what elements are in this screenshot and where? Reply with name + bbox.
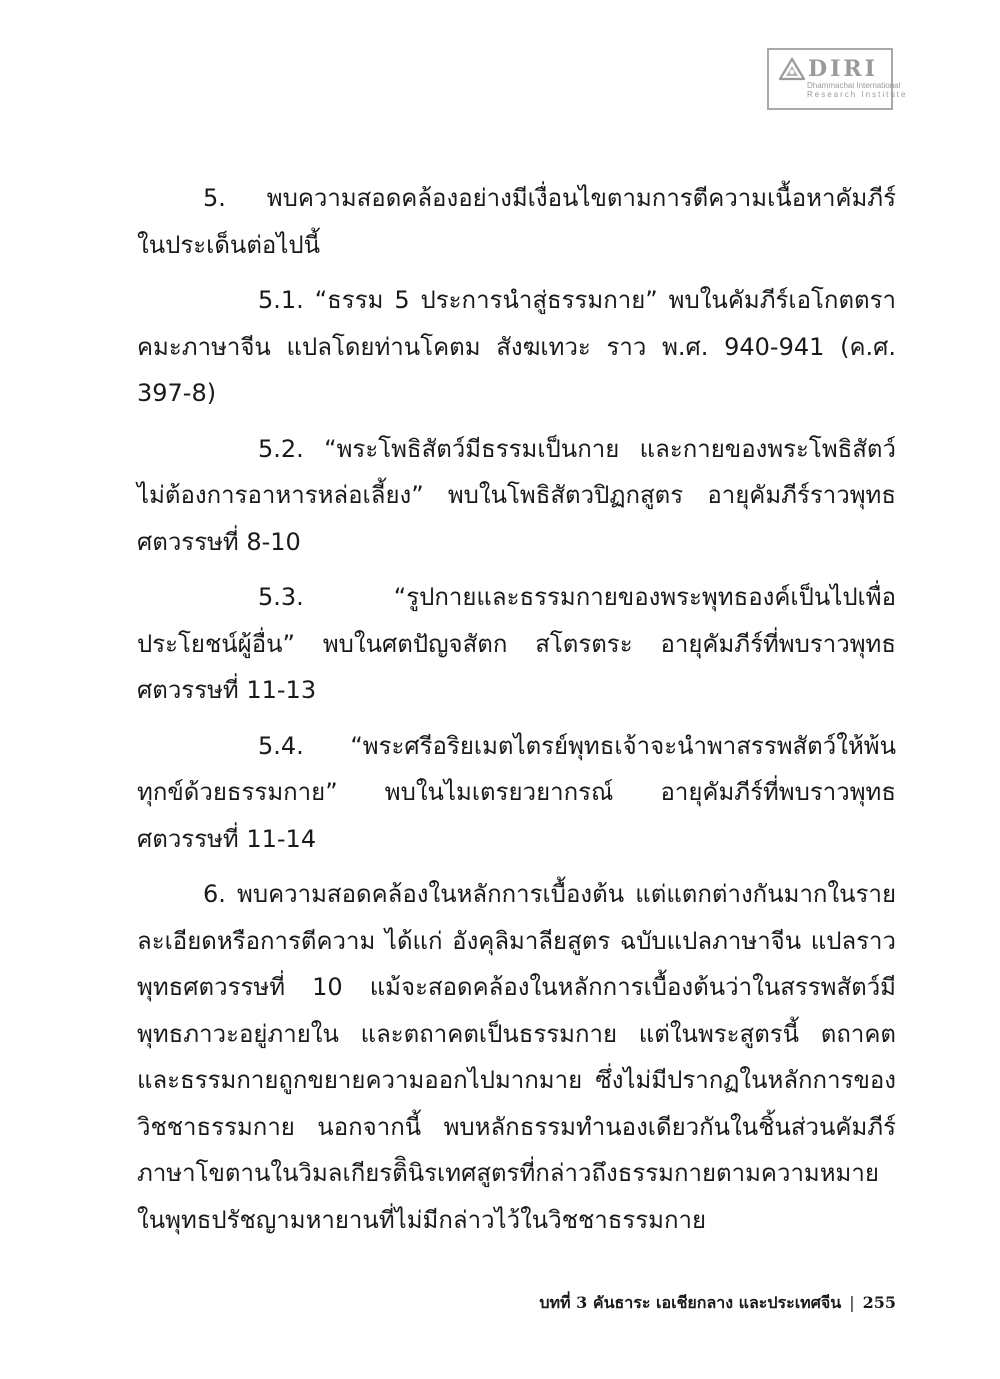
page-footer	[539, 1291, 896, 1315]
page-number: 255	[862, 1293, 896, 1312]
logo-subtitle-line2: Research Institute	[807, 90, 908, 99]
paragraph-5-3: 5.3. “รูปกายและธรรมกายของพระพุทธองค์เป็นไปเพื่อประโยชน์ผู้อื่น” พบในศตปัญจสัตก สโตรตระ อายุคัมภีร์ที่พบราวพุทธศตวรรษที่ 11-13	[137, 583, 896, 704]
logo-subtitle-line1: Dhammachai International	[807, 81, 901, 90]
paragraph-5-1: 5.1. “ธรรม 5 ประการนำสู่ธรรมกาย” พบในคัมภีร์เอโกตตราคมะภาษาจีน แปลโดยท่านโคตม สังฆเทวะ ราว พ.ศ. 940-941 (ค.ศ. 397-8)	[137, 286, 896, 407]
paragraph-5-4: 5.4. “พระศรีอริยเมตไตรย์พุทธเจ้าจะนำพาสรรพสัตว์ให้พ้นทุกข์ด้วยธรรมกาย” พบในไมเตรยวยากรณ์ อายุคัมภีร์ที่พบราวพุทธศตวรรษที่ 11-14	[137, 731, 896, 853]
paragraph-6: 6. พบความสอดคล้องในหลักการเบื้องต้น แต่แตกต่างกันมากในรายละเอียดหรือการตีความ ได้แก่ อังคุลิมาลียสูตร ฉบับแปลภาษาจีน แปลราวพุทธศตวรรษที่ 10 แม้จะสอดคล้องในหลักการเบื้องต้นว่าในสรรพสัตว์มีพุทธภาวะอยู่ภายใน และตถาคตเป็นธรรมกาย แต่ในพระสูตรนี้ ตถาคตและธรรมกายถูกขยายความออกไปมากมาย ซึ่งไม่มีปรากฏในหลักการของวิชชาธรรมกาย นอกจากนี้ พบหลักธรรมทำนองเดียวกันในชิ้นส่วนคัมภีร์ภาษาโขตานในวิมลเกียรติินิรเทศสูตรที่กล่าวถึงธรรมกายตามความหมายในพุทธปรัชญามหายานที่ไม่มีกล่าวไว้ในวิชชาธรรมกาย	[137, 880, 896, 1234]
footer-separator: |	[849, 1293, 855, 1312]
triangle-logo-icon	[779, 57, 805, 81]
paragraph-5: 5. พบความสอดคล้องอย่างมีเงื่อนไขตามการตีความเนื้อหาคัมภีร์ ในประเด็นต่อไปนี้	[137, 184, 896, 259]
paragraph-5-2: 5.2. “พระโพธิสัตว์มีธรรมเป็นกาย และกายของพระโพธิสัตว์ไม่ต้องการอาหารหล่อเลี้ยง” พบในโพธิสัตวปิฏกสูตร อายุคัมภีร์ราวพุทธศตวรรษที่ 8-10	[137, 434, 896, 556]
page-body	[137, 175, 896, 1252]
diri-logo	[767, 48, 908, 110]
chapter-title: บทที่ 3 คันธาระ เอเชียกลาง และประเทศจีน	[539, 1293, 842, 1312]
logo-top-row	[779, 57, 885, 81]
logo-wordmark: DIRI	[808, 56, 878, 82]
